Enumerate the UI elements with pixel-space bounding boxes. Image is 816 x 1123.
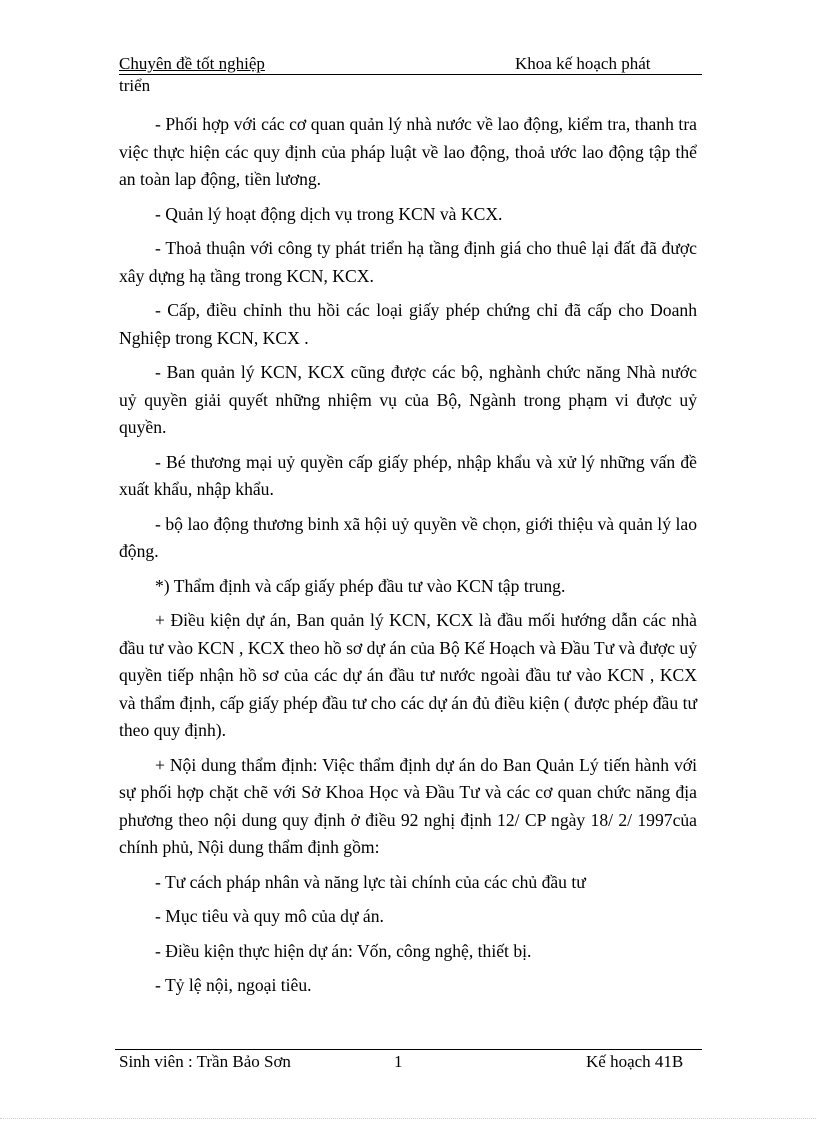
paragraph: - Điều kiện thực hiện dự án: Vốn, công nghệ, thiết bị. <box>155 940 532 961</box>
document-body <box>119 111 697 1007</box>
footer-student-name: Sinh viên : Trần Bảo Sơn <box>119 1052 291 1071</box>
header-title-left: Chuyên đề tốt nghiệp <box>119 54 265 73</box>
header-title-continuation: triển <box>119 76 151 95</box>
section-heading: *) Thẩm định và cấp giấy phép đầu tư vào KCN tập trung. <box>155 575 566 596</box>
paragraph: - Tư cách pháp nhân và năng lực tài chính của các chủ đầu tư <box>155 871 586 892</box>
paragraph: + Nội dung thẩm định: Việc thẩm định dự án do Ban Quản Lý tiến hành với sự phối hợp chặt chẽ với Sở Khoa Học và Đầu Tư và các cơ quan chức năng địa phương theo nội dung quy định ở điều 92 nghị định 12/ CP ngày 18/ 2/ 1997của chính phủ, Nội dung thẩm định gồm: <box>119 754 697 857</box>
paragraph: - Phối hợp với các cơ quan quản lý nhà nước về lao động, kiểm tra, thanh tra việc thực hiện các quy định của pháp luật về lao động, thoả ước lao động tập thể an toàn lap động, tiền lương. <box>119 114 697 189</box>
paragraph: - Mục tiêu và quy mô của dự án. <box>155 906 384 926</box>
paragraph: - Quản lý hoạt động dịch vụ trong KCN và KCX. <box>155 203 503 224</box>
footer-class: Kế hoạch 41B <box>586 1052 684 1071</box>
footer-page-number: 1 <box>394 1052 403 1071</box>
paragraph: - Ban quản lý KCN, KCX cũng được các bộ, nghành chức năng Nhà nước uỷ quyền giải quyết những nhiệm vụ của Bộ, Ngành trong phạm vi được uỷ quyền. <box>119 362 697 437</box>
paragraph: - Thoả thuận với công ty phát triển hạ tầng định giá cho thuê lại đất đã được xây dựng hạ tầng trong KCN, KCX. <box>119 238 697 286</box>
paragraph: - Tỷ lệ nội, ngoại tiêu. <box>155 975 312 995</box>
paragraph: - Cấp, điều chỉnh thu hồi các loại giấy phép chứng chỉ đã cấp cho Doanh Nghiệp trong KCN, KCX . <box>119 300 697 348</box>
paragraph: - bộ lao động thương binh xã hội uỷ quyền về chọn, giới thiệu và quản lý lao động. <box>119 513 697 561</box>
page-bottom-edge <box>0 1118 816 1119</box>
page-header <box>119 54 702 75</box>
page-footer <box>115 1049 702 1074</box>
paragraph: + Điều kiện dự án, Ban quản lý KCN, KCX là đầu mối hướng dẫn các nhà đầu tư vào KCN , KCX theo hồ sơ dự án của Bộ Kế Hoạch và Đầu Tư và được uỷ quyền tiếp nhận hồ sơ của các dự án đầu tư nước ngoài đầu tư vào KCN , KCX và thẩm định, cấp giấy phép đầu tư cho các dự án đủ điều kiện ( được phép đầu tư theo quy định). <box>119 610 697 740</box>
header-title-right: Khoa kế hoạch phát <box>515 54 651 73</box>
paragraph: - Bé thương mại uỷ quyền cấp giấy phép, nhập khẩu và xử lý những vấn đề xuất khẩu, nhập khẩu. <box>119 451 697 499</box>
